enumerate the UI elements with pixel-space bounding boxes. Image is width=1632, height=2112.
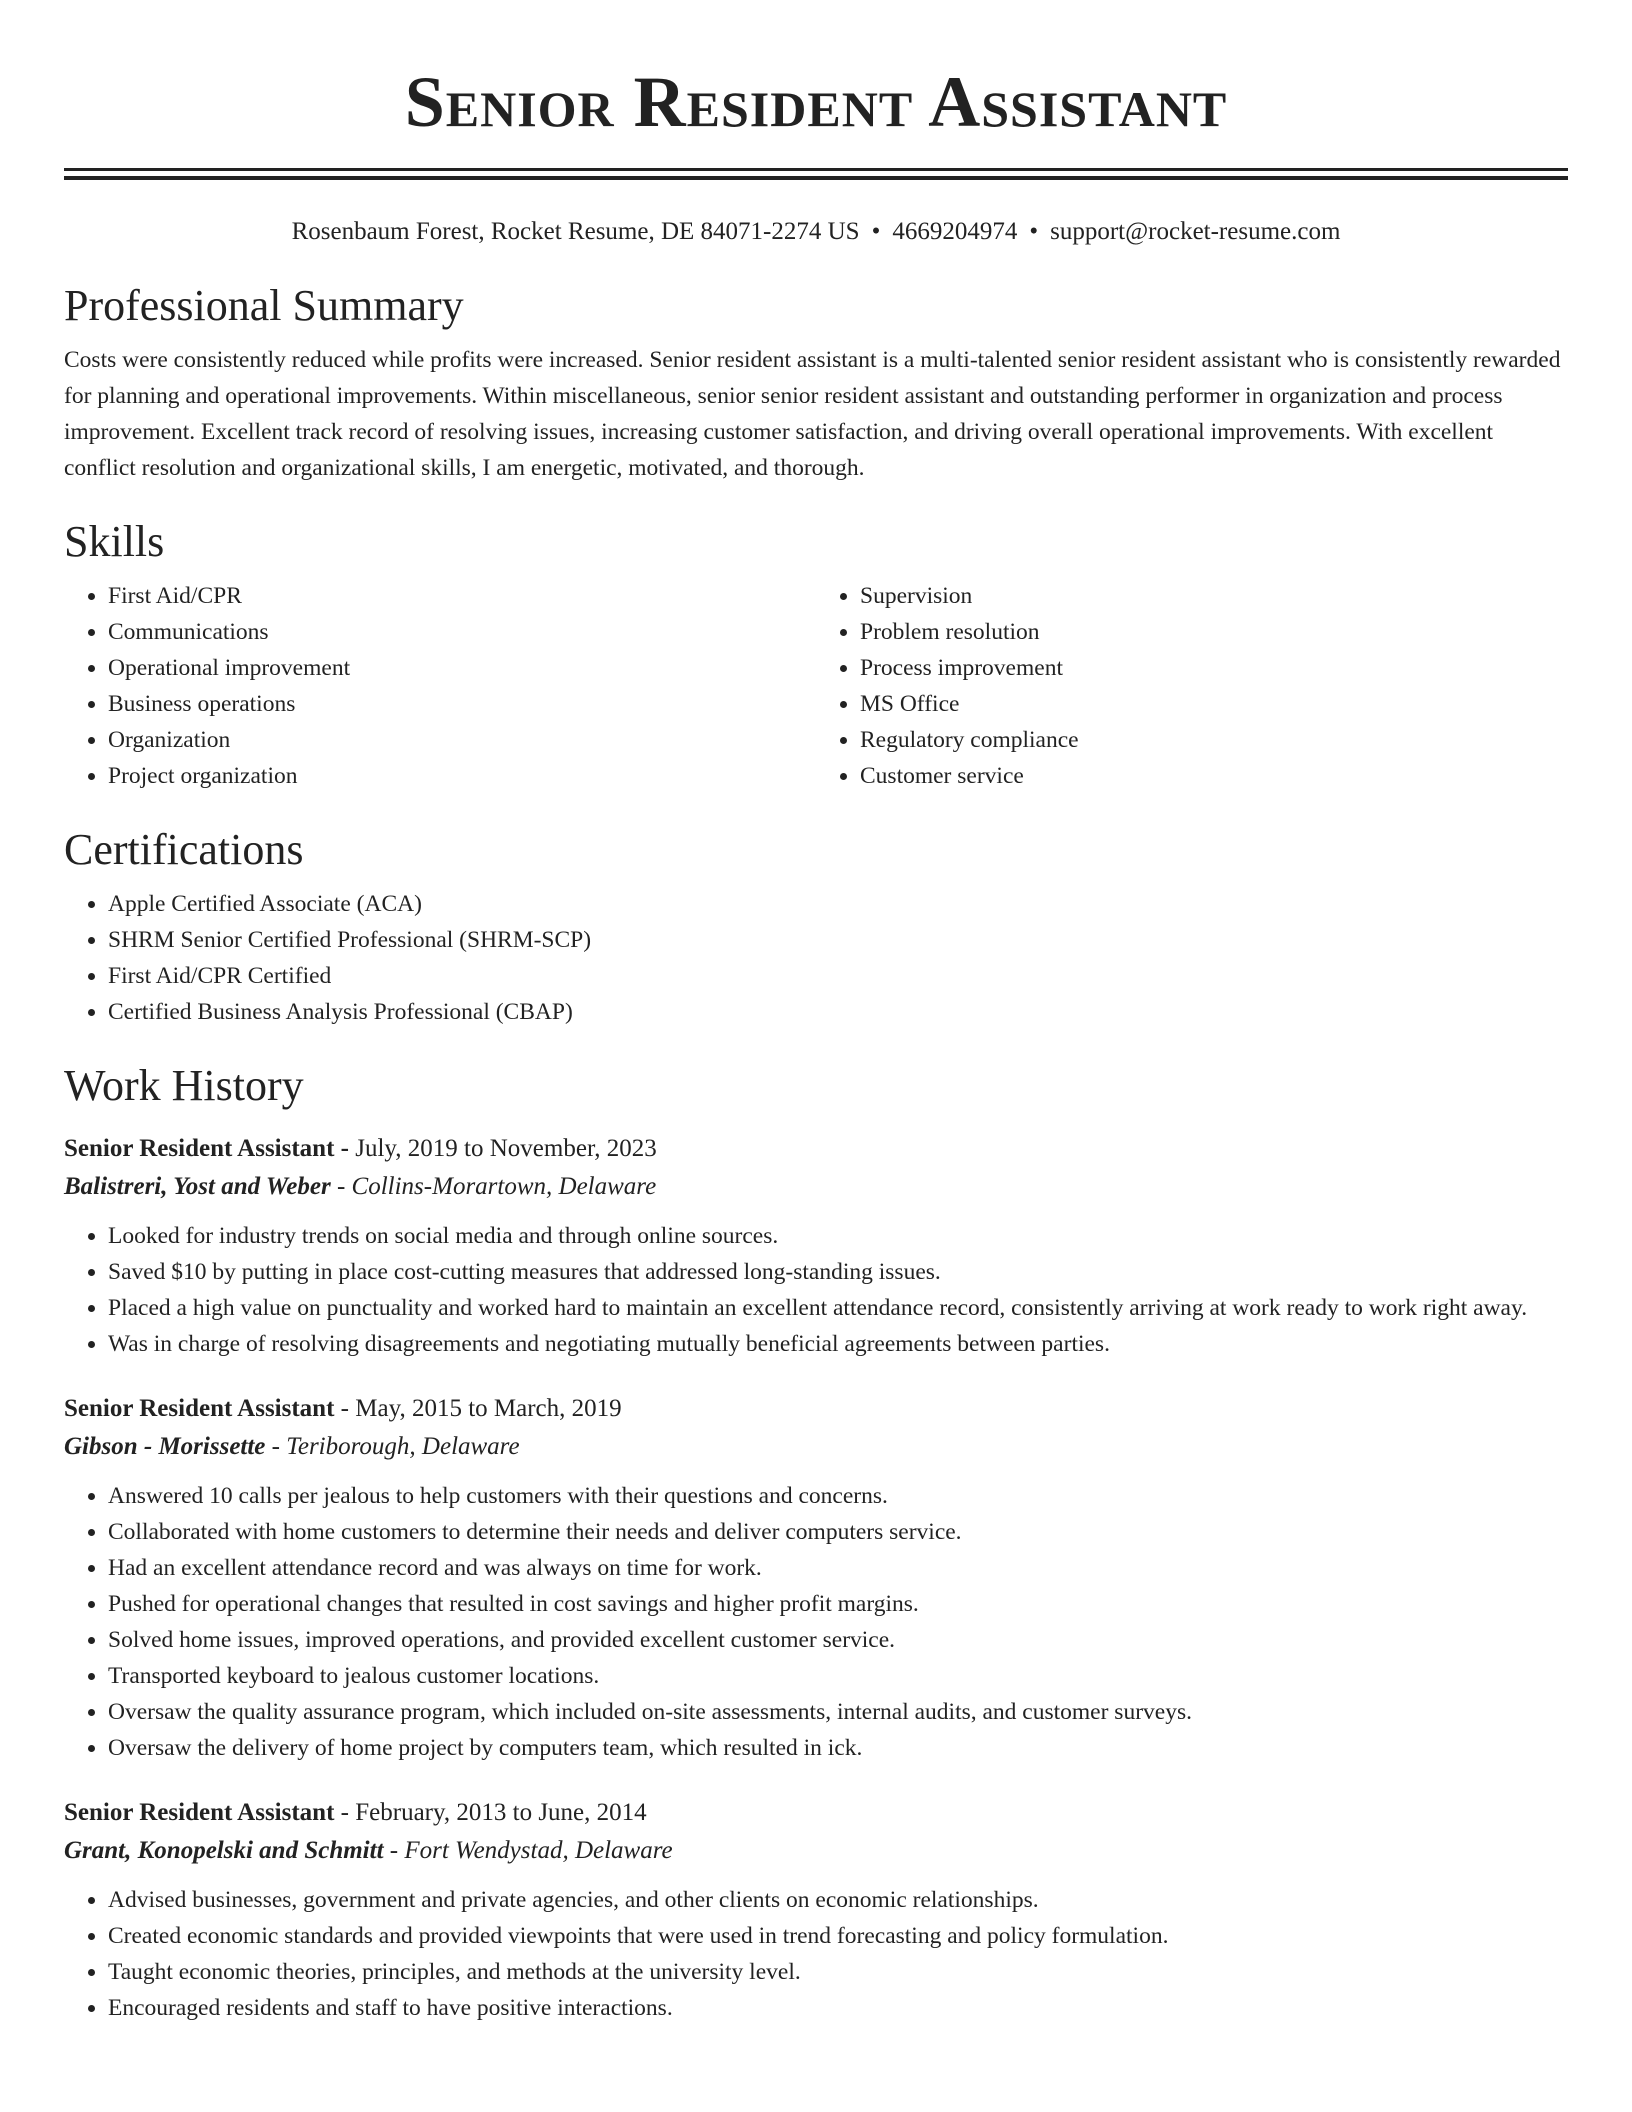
job-bullets <box>64 1218 1568 1362</box>
job-bullet: • Had an excellent attendance record and was always on time for work. <box>108 1550 1568 1586</box>
certification-item: • Apple Certified Associate (ACA) <box>108 886 1568 922</box>
job-bullet: • Taught economic theories, principles, and methods at the university level. <box>108 1954 1568 1990</box>
skill-item: • Regulatory compliance <box>860 722 1568 758</box>
certification-item: • Certified Business Analysis Professional (CBAP) <box>108 994 1568 1030</box>
job-header: Senior Resident Assistant - February, 2013 to June, 2014 <box>64 1799 647 1826</box>
job-location: Teriborough, Delaware <box>286 1433 520 1460</box>
skill-item: • Customer service <box>860 758 1568 794</box>
contact-email[interactable]: support@rocket-resume.com <box>1050 218 1341 245</box>
skills-column-right <box>816 578 1568 794</box>
job-bullets <box>64 1882 1568 2026</box>
job-bullet: • Solved home issues, improved operations, and provided excellent customer service. <box>108 1622 1568 1658</box>
skills-heading: Skills <box>64 517 165 566</box>
skill-item: • Problem resolution <box>860 614 1568 650</box>
summary-heading: Professional Summary <box>64 281 464 330</box>
job-entry <box>64 1794 1568 2026</box>
skills-column-left <box>64 578 816 794</box>
job-entry <box>64 1130 1568 1362</box>
contact-separator: • <box>871 218 881 245</box>
skills-list <box>64 578 1568 794</box>
job-company: Balistreri, Yost and Weber <box>64 1173 331 1200</box>
job-bullet: • Encouraged residents and staff to have positive interactions. <box>108 1990 1568 2026</box>
job-dates: February, 2013 to June, 2014 <box>355 1799 647 1826</box>
job-entry <box>64 1390 1568 1766</box>
job-bullet: • Answered 10 calls per jealous to help customers with their questions and concerns. <box>108 1478 1568 1514</box>
job-bullet: • Oversaw the delivery of home project by computers team, which resulted in ick. <box>108 1730 1568 1766</box>
job-bullet: • Placed a high value on punctuality and worked hard to maintain an excellent attendance record, consistently arriving at work ready to work right away. <box>108 1290 1568 1326</box>
job-bullet: • Saved $10 by putting in place cost-cutting measures that addressed long-standing issues. <box>108 1254 1568 1290</box>
job-bullet: • Created economic standards and provided viewpoints that were used in trend forecasting and policy formulation. <box>108 1918 1568 1954</box>
job-employer: Grant, Konopelski and Schmitt - Fort Wendystad, Delaware <box>64 1837 673 1864</box>
job-bullet: • Looked for industry trends on social media and through online sources. <box>108 1218 1568 1254</box>
job-employer: Balistreri, Yost and Weber - Collins-Morartown, Delaware <box>64 1173 657 1200</box>
job-employer: Gibson - Morissette - Teriborough, Delaware <box>64 1433 520 1460</box>
job-location: Collins-Morartown, Delaware <box>351 1173 657 1200</box>
contact-separator: • <box>1029 218 1039 245</box>
skill-item: • Business operations <box>108 686 816 722</box>
job-bullet: • Was in charge of resolving disagreements and negotiating mutually beneficial agreements between parties. <box>108 1326 1568 1362</box>
certification-item: • First Aid/CPR Certified <box>108 958 1568 994</box>
job-bullet: • Pushed for operational changes that resulted in cost savings and higher profit margins. <box>108 1586 1568 1622</box>
skill-item: • Supervision <box>860 578 1568 614</box>
skill-item: • First Aid/CPR <box>108 578 816 614</box>
certifications-heading: Certifications <box>64 825 304 874</box>
title-divider <box>64 168 1568 180</box>
job-title: Senior Resident Assistant <box>64 1395 335 1422</box>
resume-title: Senior Resident Assistant <box>404 62 1228 142</box>
skill-item: • Organization <box>108 722 816 758</box>
job-dates: July, 2019 to November, 2023 <box>355 1135 657 1162</box>
job-bullet: • Transported keyboard to jealous customer locations. <box>108 1658 1568 1694</box>
work-history-heading: Work History <box>64 1061 304 1110</box>
summary-text: Costs were consistently reduced while profits were increased. Senior resident assistant is a multi-talented senior resident assistant who is consistently rewarded for planning and operational improvements. Within miscellaneous, senior senior resident assistant and outstanding performer in organization and process improvement. Excellent track record of resolving issues, increasing customer satisfaction, and driving overall operational improvements. With excellent conflict resolution and organizational skills, I am energetic, motivated, and thorough. <box>64 347 1561 481</box>
skill-item: • Operational improvement <box>108 650 816 686</box>
certifications-list <box>64 886 1568 1030</box>
job-title: Senior Resident Assistant <box>64 1799 335 1826</box>
job-bullet: • Collaborated with home customers to determine their needs and deliver computers service. <box>108 1514 1568 1550</box>
job-header: Senior Resident Assistant - July, 2019 to November, 2023 <box>64 1135 657 1162</box>
skill-item: • Process improvement <box>860 650 1568 686</box>
contact-address: Rosenbaum Forest, Rocket Resume, DE 84071-2274 US <box>291 218 860 245</box>
job-company: Gibson - Morissette <box>64 1433 266 1460</box>
job-bullet: • Oversaw the quality assurance program, which included on-site assessments, internal audits, and customer surveys. <box>108 1694 1568 1730</box>
job-location: Fort Wendystad, Delaware <box>404 1837 673 1864</box>
job-bullets <box>64 1478 1568 1766</box>
job-dates: May, 2015 to March, 2019 <box>355 1395 622 1422</box>
job-bullet: • Advised businesses, government and private agencies, and other clients on economic relationships. <box>108 1882 1568 1918</box>
resume-page <box>64 0 1568 2054</box>
job-title: Senior Resident Assistant <box>64 1135 335 1162</box>
skill-item: • Project organization <box>108 758 816 794</box>
contact-line <box>64 214 1568 250</box>
skill-item: • MS Office <box>860 686 1568 722</box>
job-header: Senior Resident Assistant - May, 2015 to March, 2019 <box>64 1395 622 1422</box>
job-company: Grant, Konopelski and Schmitt <box>64 1837 384 1864</box>
certification-item: • SHRM Senior Certified Professional (SHRM-SCP) <box>108 922 1568 958</box>
contact-phone: 4669204974 <box>892 218 1018 245</box>
skill-item: • Communications <box>108 614 816 650</box>
